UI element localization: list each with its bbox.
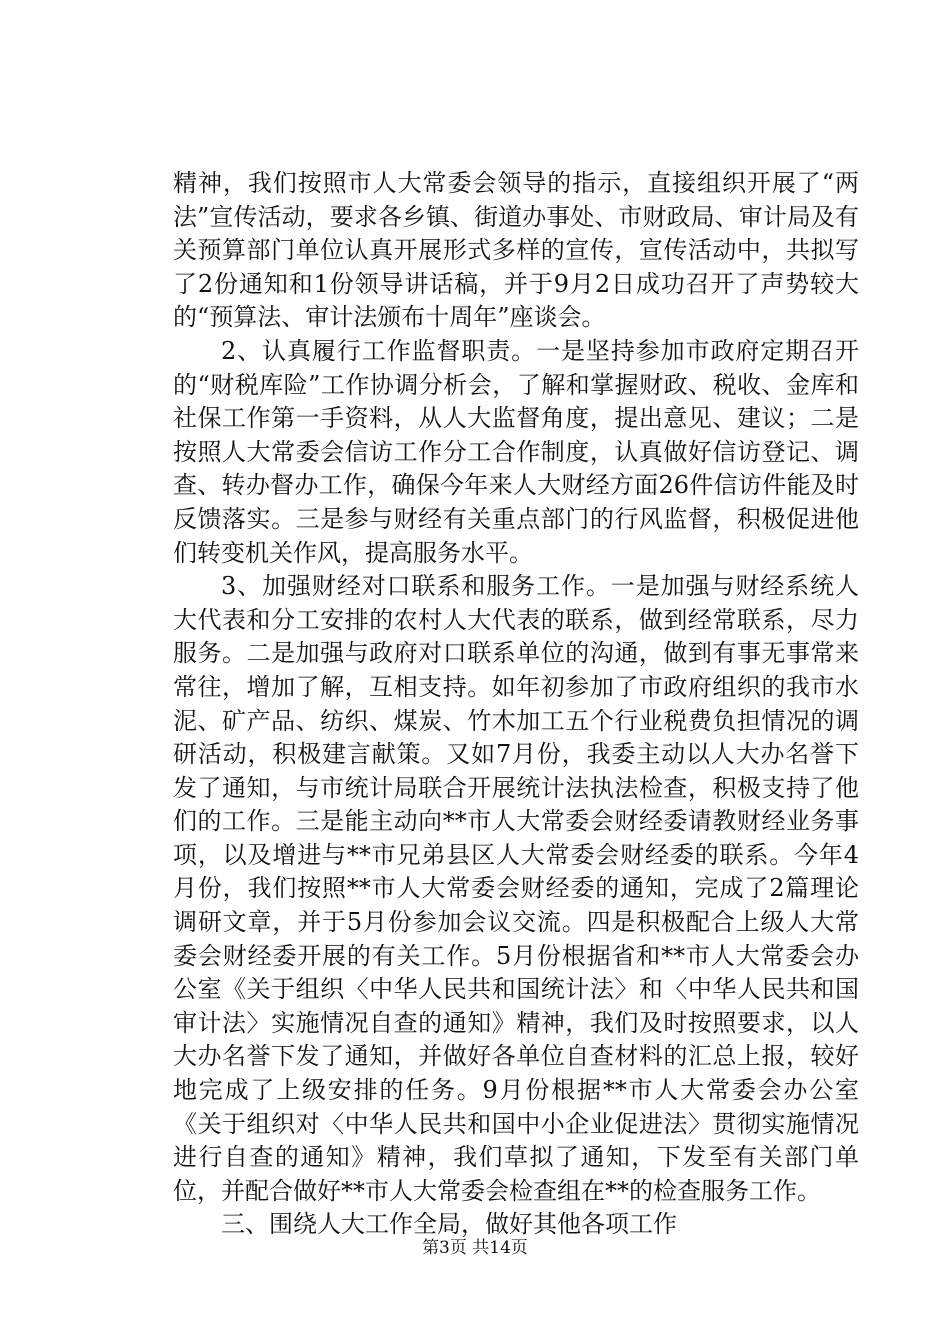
page-number-footer: 第3页 共14页 bbox=[422, 1238, 528, 1258]
paragraph-continuation: 精神，我们按照市人大常委会领导的指示，直接组织开展了“两法”宣传活动，要求各乡镇、街道办事处、市财政局、审计局及有关预算部门单位认真开展形式多样的宣传，宣传活动中，共拟写了2份通知和1份领导讲话稿，并于9月2日成功召开了声势较大的“预算法、审计法颁布十周年”座谈会。 bbox=[173, 169, 859, 332]
paragraph-liaison-service: 3、加强财经对口联系和服务工作。一是加强与财经系统人大代表和分工安排的农村人大代表的联系，做到经常联系，尽力服务。二是加强与政府对口联系单位的沟通，做到有事无事常来常往，增加了解，互相支持。如年初参加了市政府组织的我市水泥、矿产品、纺织、煤炭、竹木加工五个行业税费负担情况的调研活动，积极建言献策。又如7月份，我委主动以人大办名誉下发了通知，与市统计局联合开展统计法执法检查，积极支持了他们的工作。三是能主动向**市人大常委会财经委请教财经业务事项，以及增进与**市兄弟县区人大常委会财经委的联系。今年4月份，我们按照**市人大常委会财经委的通知，完成了2篇理论调研文章，并于5月份参加会议交流。四是积极配合上级人大常委会财经委开展的有关工作。5月份根据省和**市人大常委会办公室《关于组织〈中华人民共和国统计法〉和〈中华人民共和国审计法〉实施情况自查的通知》精神，我们及时按照要求，以人大办名誉下发了通知，并做好各单位自查材料的汇总上报，较好地完成了上级安排的任务。9月份根据**市人大常委会办公室《关于组织对〈中华人民共和国中小企业促进法〉贯彻实施情况进行自查的通知》精神，我们草拟了通知，下发至有关部门单位，并配合做好**市人大常委会检查组在**的检查服务工作。 bbox=[173, 572, 859, 1205]
document-body bbox=[173, 167, 859, 1242]
section-heading-three: 三、围绕人大工作全局，做好其他各项工作 bbox=[221, 1210, 677, 1239]
paragraph-supervision-duty: 2、认真履行工作监督职责。一是坚持参加市政府定期召开的“财税库险”工作协调分析会，了解和掌握财政、税收、金库和社保工作第一手资料，从人大监督角度，提出意见、建议；二是按照人大常委会信访工作分工合作制度，认真做好信访登记、调查、转办督办工作，确保今年来人大财经方面26件信访件能及时反馈落实。三是参与财经有关重点部门的行风监督，积极促进他们转变机关作风，提高服务水平。 bbox=[173, 336, 859, 567]
